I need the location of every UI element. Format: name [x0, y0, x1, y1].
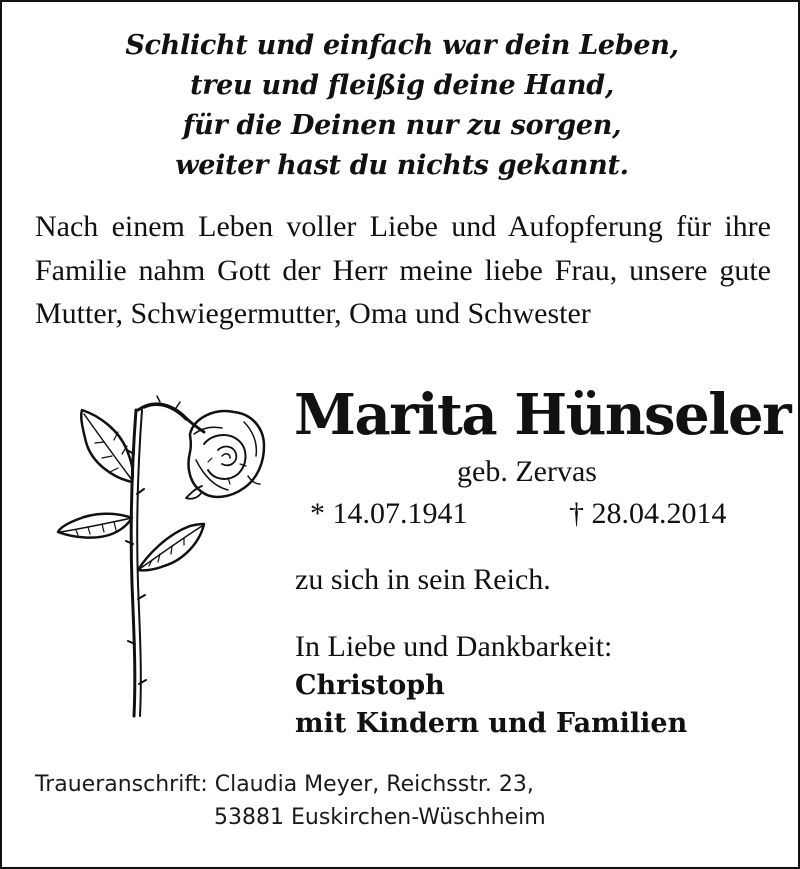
- death-date: † 28.04.2014: [569, 497, 727, 530]
- signature-family: mit Kindern und Familien: [295, 708, 688, 739]
- poem-line: für die Deinen nur zu sorgen,: [182, 110, 622, 141]
- intro-text: Nach einem Leben voller Liebe und Aufopferung für ihre Familie nahm Gott der Herr meine liebe Frau, unsere gute Mutter, Schwiegermutter, Oma und Schwester: [35, 210, 771, 330]
- mourning-address-city: 53881 Euskirchen-Wüschheim: [214, 805, 546, 830]
- poem-line: weiter hast du nichts gekannt.: [175, 150, 629, 181]
- maiden-name: geb. Zervas: [457, 455, 597, 488]
- poem-line: treu und fleißig deine Hand,: [190, 70, 614, 101]
- poem-line: Schlicht und einfach war dein Leben,: [125, 30, 679, 61]
- deceased-name: Marita Hünseler: [294, 382, 791, 448]
- rose-icon: [52, 394, 272, 734]
- birth-date: * 14.07.1941: [310, 497, 468, 530]
- signature-intro: In Liebe und Dankbarkeit:: [295, 630, 613, 663]
- closing-text: zu sich in sein Reich.: [295, 563, 551, 596]
- mourning-address: Traueranschrift: Claudia Meyer, Reichsstr. 23,: [35, 772, 534, 797]
- poem: [2, 26, 800, 186]
- signature-name: Christoph: [295, 670, 445, 701]
